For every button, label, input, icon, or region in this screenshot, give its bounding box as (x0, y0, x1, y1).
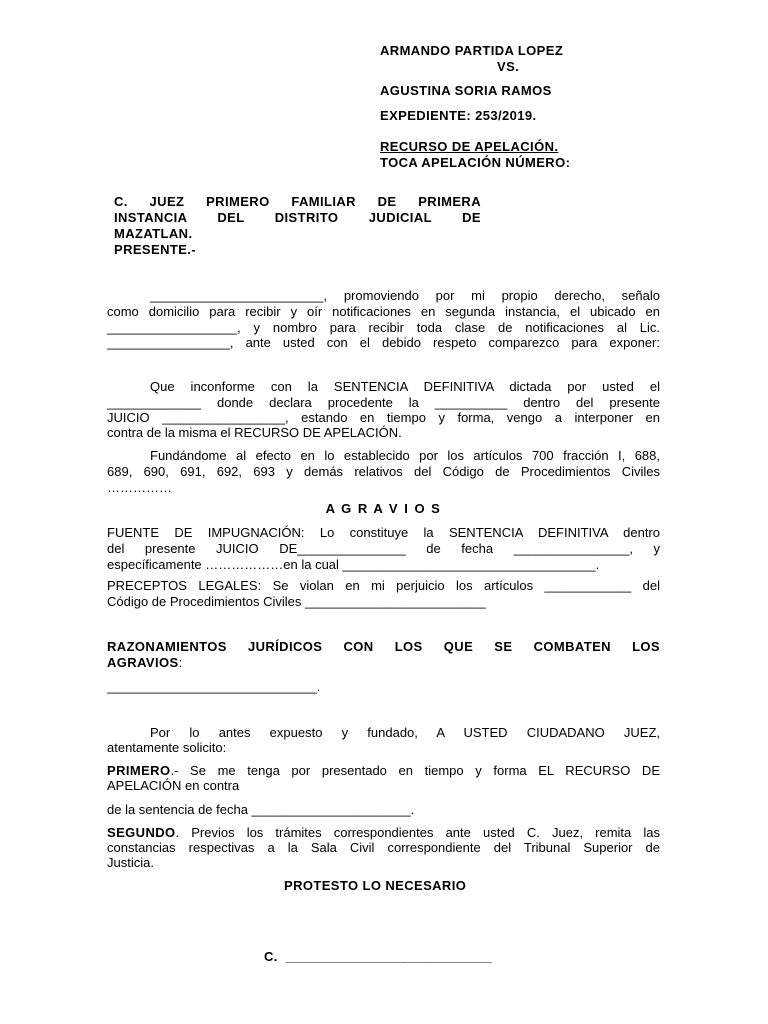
solicito-line-2: atentamente solicito: (107, 740, 227, 755)
addressee-line-3: MAZATLAN. (114, 226, 193, 241)
intro-line-1: ________________________, promoviendo por mi propio derecho, señalo (150, 288, 660, 303)
primero-text: .- Se me tenga por presentado en tiempo y forma EL RECURSO DE (170, 763, 660, 778)
razonamientos-line-1: RAZONAMIENTOS JURÍDICOS CON LOS QUE SE COMBATEN LOS (107, 639, 660, 654)
solicito-line-1: Por lo antes expuesto y fundado, A USTED CIUDADANO JUEZ, (150, 725, 660, 740)
segundo-text: . Previos los trámites correspondientes ante usted C. Juez, remita las (175, 825, 660, 840)
primero-line-2: APELACIÓN en contra (107, 778, 240, 793)
para2-line-3: …………… (107, 480, 172, 495)
agravios-word: AGRAVIOS (107, 655, 179, 670)
preceptos-line-2: Código de Procedimientos Civiles _________________________ (107, 594, 486, 609)
para2-line-1: Fundándome al efecto en lo establecido por los artículos 700 fracción I, 688, (150, 448, 660, 463)
party-plaintiff: ARMANDO PARTIDA LOPEZ (380, 43, 564, 58)
primero-line-3: de la sentencia de fecha ______________________. (107, 802, 415, 817)
agravios-heading: A G R A V I O S (325, 501, 442, 516)
segundo-line-1 (107, 825, 660, 840)
para1-line-1: Que inconforme con la SENTENCIA DEFINITIVA dictada por usted el (150, 379, 660, 394)
para2-line-2: 689, 690, 691, 692, 693 y demás relativos del Código de Procedimientos Civiles (107, 464, 660, 479)
addressee-line-2: INSTANCIA DEL DISTRITO JUDICIAL DE (114, 210, 481, 225)
preceptos-line-1: PRECEPTOS LEGALES: Se violan en mi perjuicio los artículos ____________ del (107, 578, 660, 593)
primero-line-1 (107, 763, 660, 778)
expediente-number: EXPEDIENTE: 253/2019. (380, 108, 537, 123)
versus-label: VS. (497, 59, 520, 74)
primero-label: PRIMERO (107, 763, 171, 778)
signature-line (264, 949, 492, 964)
segundo-line-3: Justicia. (107, 855, 154, 870)
party-defendant: AGUSTINA SORIA RAMOS (380, 83, 552, 98)
signature-blank: ___________________________ (285, 949, 492, 964)
segundo-line-2: constancias respectivas a la Sala Civil correspondiente del Tribunal Superior de (107, 840, 660, 855)
addressee-line-4: PRESENTE.- (114, 242, 197, 257)
signature-prefix: C. (264, 949, 278, 964)
para1-line-2: _____________ donde declara procedente la __________ dentro del presente (107, 395, 660, 410)
protesto-heading: PROTESTO LO NECESARIO (284, 878, 467, 893)
intro-line-4: _________________, ante usted con el debido respeto comparezco para exponer: (107, 335, 660, 350)
recurso-title: RECURSO DE APELACIÓN. (380, 139, 559, 154)
para1-line-4: contra de la misma el RECURSO DE APELACIÓN. (107, 425, 402, 440)
toca-number: TOCA APELACIÓN NÚMERO: (380, 155, 571, 170)
segundo-label: SEGUNDO (107, 825, 176, 840)
fuente-line-1: FUENTE DE IMPUGNACIÓN: Lo constituye la SENTENCIA DEFINITIVA dentro (107, 525, 660, 540)
fuente-line-3: específicamente ………………en la cual ___________________________________. (107, 557, 600, 572)
colon: : (178, 655, 183, 670)
razonamientos-line-2 (107, 655, 660, 670)
para1-line-3: JUICIO _________________, estando en tiempo y forma, vengo a interponer en (107, 410, 660, 425)
fuente-line-2: del presente JUICIO DE_______________ de fecha ________________, y (107, 541, 660, 556)
intro-line-3: __________________, y nombro para recibir toda clase de notificaciones al Lic. (107, 320, 660, 335)
razonamientos-line-3: _____________________________. (107, 679, 321, 694)
addressee-line-1: C. JUEZ PRIMERO FAMILIAR DE PRIMERA (114, 194, 481, 209)
intro-line-2: como domicilio para recibir y oír notificaciones en segunda instancia, el ubicado en (107, 304, 660, 319)
